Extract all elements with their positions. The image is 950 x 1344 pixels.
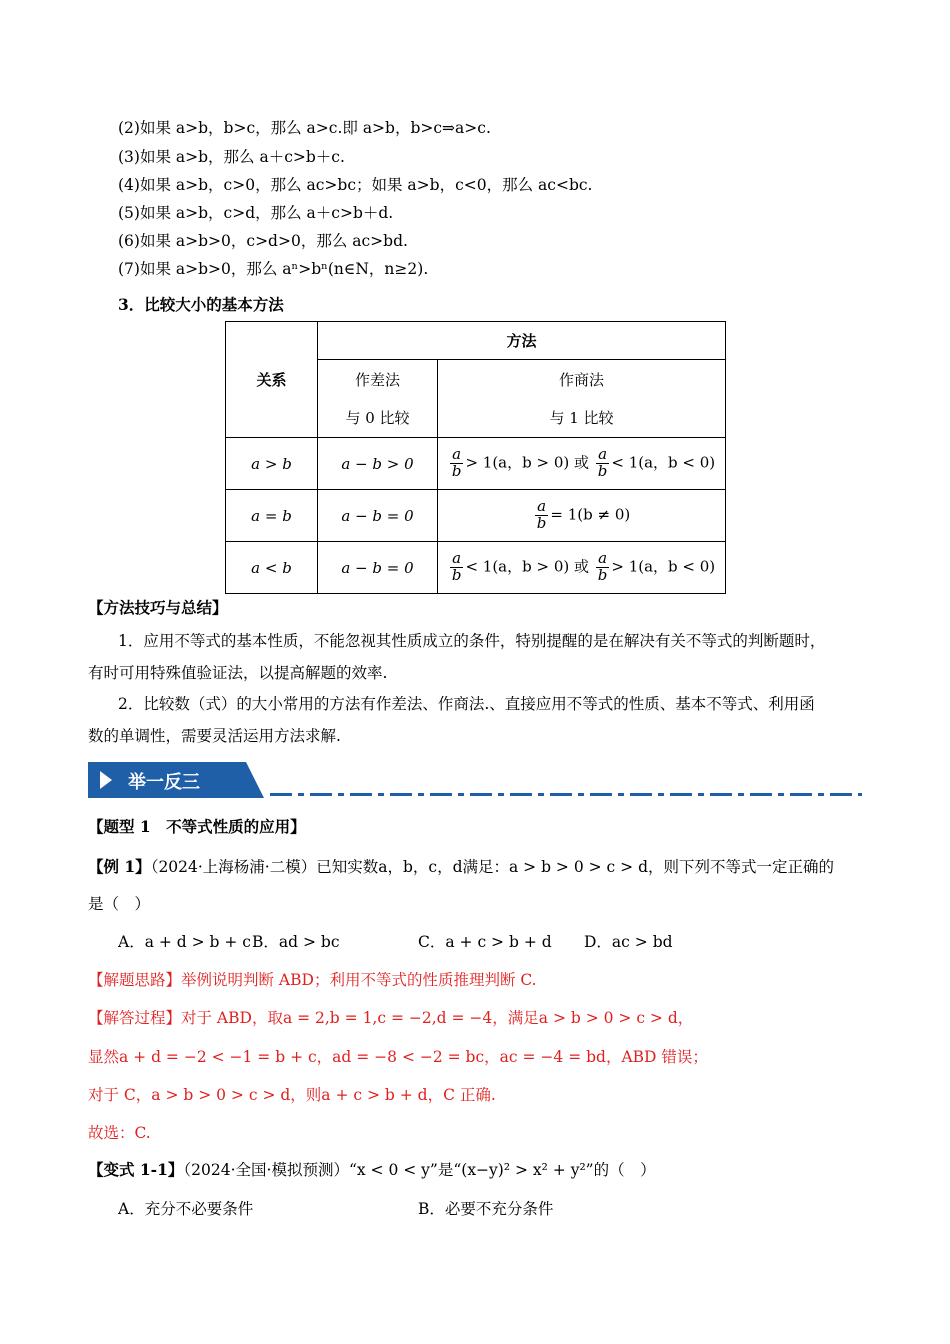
solution-process-3: 对于 C，a > b > 0 > c > d，则a + c > b + d，C 正确.: [88, 1086, 496, 1104]
difference-cell: a − b = 0: [318, 490, 438, 542]
property-7: (7)如果 a>b>0，那么 aⁿ>bⁿ(n∈N，n≥2).: [118, 260, 429, 278]
difference-cell: a − b = 0: [318, 542, 438, 594]
header-relation: 关系: [226, 322, 318, 438]
tip-2-line-2: 数的单调性，需要灵活运用方法求解.: [88, 727, 341, 745]
relation-cell: a = b: [226, 490, 318, 542]
variant-option-a: A．充分不必要条件: [118, 1200, 254, 1218]
quotient-cell: $\frac{a}{b}$ > 1(a，b > 0) 或 $\frac{a}{b}$ < 1(a，b < 0): [438, 438, 726, 490]
tips-title: 【方法技巧与总结】: [88, 598, 228, 617]
example-1-stem: 【例 1】（2024·上海杨浦·二模）已知实数a，b，c，d满足：a > b > 0 > c > d，则下列不等式一定正确的: [88, 857, 834, 876]
fraction: $\frac{a}{b}$: [536, 497, 547, 532]
option-b: B．ad > bc: [252, 933, 340, 951]
quotient-cell: $\frac{a}{b}$ = 1(b ≠ 0): [438, 490, 726, 542]
header-quotient-method: 作商法 与 1 比较: [438, 360, 726, 438]
tip-1-line-1: 1．应用不等式的基本性质，不能忽视其性质成立的条件，特别提醒的是在解决有关不等式的判断题时，: [118, 632, 826, 650]
banner-label: 举一反三: [128, 772, 200, 793]
table-row: [226, 542, 726, 594]
option-c: C．a + c > b + d: [418, 933, 552, 951]
solution-answer: 故选：C.: [88, 1124, 151, 1142]
table-row: [226, 438, 726, 490]
type-1-title: 【题型 1 不等式性质的应用】: [88, 817, 306, 836]
quotient-cell: $\frac{a}{b}$ < 1(a，b > 0) 或 $\frac{a}{b}$ > 1(a，b < 0): [438, 542, 726, 594]
solution-process-1: 【解答过程】对于 ABD，取a = 2,b = 1,c = −2,d = −4，满足a > b > 0 > c > d，: [88, 1009, 694, 1027]
option-d: D．ac > bd: [584, 933, 673, 951]
property-4: (4)如果 a>b，c>0，那么 ac>bc；如果 a>b，c<0，那么 ac<bc.: [118, 176, 593, 194]
property-6: (6)如果 a>b>0，c>d>0，那么 ac>bd.: [118, 232, 408, 250]
header-method: 方法: [318, 322, 726, 360]
solution-idea: 【解题思路】举例说明判断 ABD；利用不等式的性质推理判断 C.: [88, 971, 537, 989]
variant-1-1-stem: 【变式 1-1】（2024·全国·模拟预测）“x < 0 < y”是“(x−y)² > x² + y²”的（ ）: [88, 1160, 656, 1179]
dash-divider: [270, 793, 862, 796]
comparison-table: [225, 321, 726, 594]
option-a: A．a + d > b + c: [118, 933, 251, 951]
example-1-stem-cont: 是（ ）: [88, 895, 151, 913]
fraction: $\frac{a}{b}$: [597, 549, 608, 584]
property-2: (2)如果 a>b，b>c，那么 a>c.即 a>b，b>c⇒a>c.: [118, 119, 491, 137]
table-row: [226, 490, 726, 542]
difference-cell: a − b > 0: [318, 438, 438, 490]
fraction: $\frac{a}{b}$: [451, 445, 462, 480]
solution-process-2: 显然a + d = −2 < −1 = b + c，ad = −8 < −2 = bc，ac = −4 = bd，ABD 错误；: [88, 1048, 708, 1066]
tip-2-line-1: 2．比较数（式）的大小常用的方法有作差法、作商法.、直接应用不等式的性质、基本不等式、利用函: [118, 695, 815, 713]
header-difference-method: 作差法 与 0 比较: [318, 360, 438, 438]
relation-cell: a < b: [226, 542, 318, 594]
fraction: $\frac{a}{b}$: [451, 549, 462, 584]
relation-cell: a > b: [226, 438, 318, 490]
variant-option-b: B．必要不充分条件: [418, 1200, 554, 1218]
tip-1-line-2: 有时可用特殊值验证法，以提高解题的效率.: [88, 664, 388, 682]
property-5: (5)如果 a>b，c>d，那么 a＋c>b＋d.: [118, 204, 394, 222]
property-3: (3)如果 a>b，那么 a＋c>b＋c.: [118, 148, 345, 166]
section-3-title: 3．比较大小的基本方法: [118, 295, 284, 314]
fraction: $\frac{a}{b}$: [597, 445, 608, 480]
